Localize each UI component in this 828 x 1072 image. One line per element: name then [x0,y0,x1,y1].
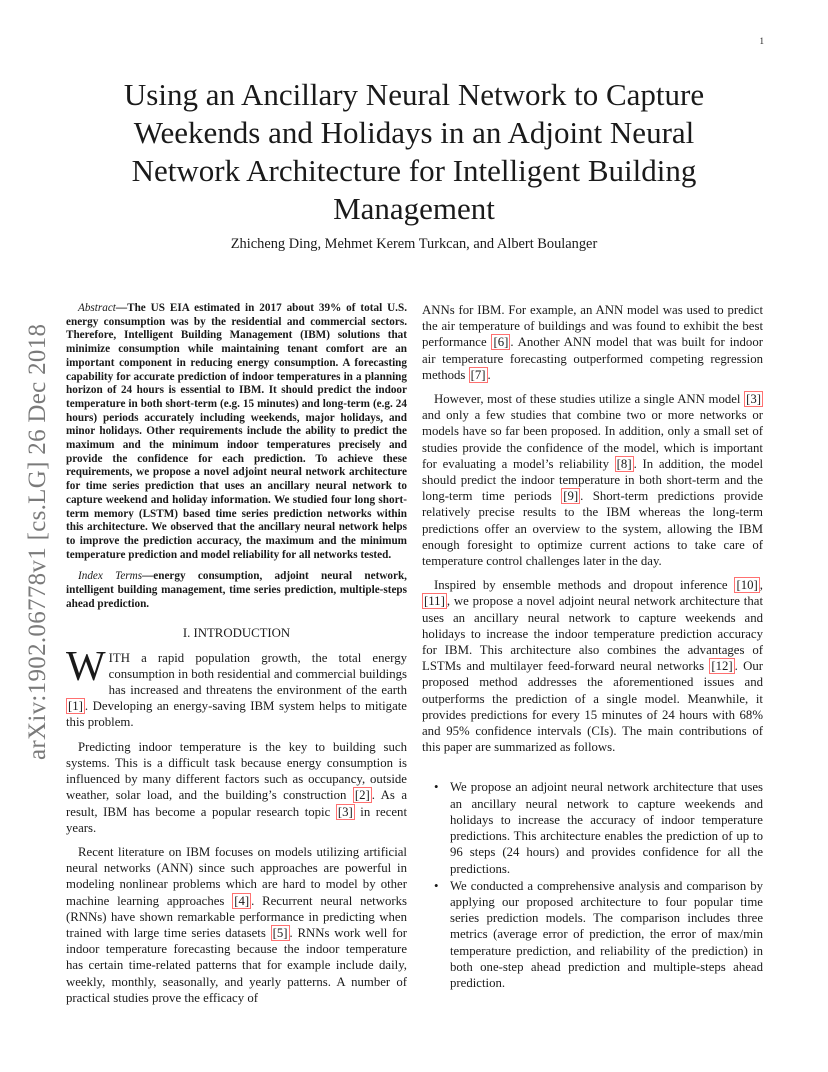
section-heading-introduction [66,625,407,641]
citation-link[interactable]: [9] [563,489,579,504]
paragraph-text: . Our proposed method addresses the aforementioned issues and outperforms the prediction of a single model. Meanwhile, it provides predictions for every 15 minutes of 24 hours with 68% and 95% confidence intervals (CIs). The main contributions of this paper are summarized as follows. [422,659,764,755]
citation-link[interactable]: [6] [493,335,509,350]
list-item: • We conducted a comprehensive analysis and comparison by applying our proposed architecture to four popular time series prediction models. The comparison includes three metrics (average error of prediction, the error of max/min temperature prediction, and reliability of the prediction) in both one-step ahead prediction and multiple-steps ahead prediction. [422,878,763,991]
paragraph-text: , [759,578,763,593]
citation-link[interactable]: [2] [354,788,370,803]
citation-link[interactable]: [5] [272,925,288,940]
paragraph-text: . Recurrent neural networks (RNNs) have shown remarkable performance in predicting when trained with large time series datasets [66,893,407,940]
paragraph-text: , we propose a novel adjoint neural network architecture that uses an ancillary neural network to capture weekends and holidays to increase the indoor temperature prediction accuracy for IBM. This architecture also combines the advantages of LSTMs and multilayer feed-forward neural networks [422,594,763,674]
index-terms-label: Index Terms [78,570,143,583]
abstract-text: —The US EIA estimated in 2017 about 39% of total U.S. energy consumption was by the residential and commercial sectors. Therefore, Intelligent Building Management (IBM) solutions that minimize consumption while maintaining tenant comfort are an important component in reducing energy consumption. A forecasting capability for accurate prediction of indoor temperatures in a planning horizon of 24 hours is essential to IBM. It should predict the indoor temperature in both short-term (e.g. 15 minutes) and long-term (e.g. 24 hours) periods accurately including weekends, major holidays, and minor holidays. Other requirements include the ability to predict the maximum and the minimum indoor temperatures precisely and provide the confidence for each prediction. To achieve these requirements, we propose a novel adjoint neural network architecture for time series prediction that uses an ancillary neural network to capture weekend and holiday information. We studied four long short-term memory (LSTM) based time series prediction networks within this architecture. We observed that the ancillary neural network helps to improve the prediction accuracy, the maximum and the minimum temperature prediction and model reliability for all networks tested. [66,302,407,561]
index-terms-text: —energy consumption, adjoint neural network, intelligent building management, time series prediction, multiple-steps ahead prediction. [66,570,407,610]
paragraph-text: ANNs for IBM. For example, an ANN model was used to predict the air temperature of buildings and was found to exhibit the best performance [422,303,763,350]
section-numeral: I. [182,626,194,641]
paragraph-text: . In addition, the model should predict the indoor temperature in both short-term and the long-term time periods [422,456,764,504]
paper-title: Using an Ancillary Neural Network to Capture Weekends and Holidays in an Adjoint Neural Network Architecture for Intelligent Building Management [123,77,705,226]
paragraph-text: ITH a rapid population growth, the total energy consumption in both residential and commercial buildings has increased and threatens the environment of the earth [108,650,407,698]
citation-link[interactable]: [7] [470,367,486,382]
intro-paragraph-3 [66,844,407,1006]
right-column [422,302,763,992]
citation-link[interactable]: [3] [337,804,353,819]
section-title-first-letter: I [193,626,198,641]
paragraph-text: in recent years. [66,804,408,835]
paragraph-text: Predicting indoor temperature is the key to building such systems. This is a difficult task because energy consumption is influenced by many different factors such as occupancy, outside weather, solar load, and the building’s construction [66,739,407,803]
citation-link[interactable]: [4] [234,893,250,908]
citation-link[interactable]: [10] [736,578,758,593]
section-title-rest: NTRODUCTION [197,626,291,641]
paragraph-text: . RNNs work well for indoor temperature forecasting because the indoor temperature has certain time-related patterns that for example include daily, weekly, monthly, seasonally, and yearly patterns. A number of practical studies prove the efficacy of [66,925,407,1005]
paragraph-text: . [487,367,491,382]
left-column [66,302,407,1014]
paragraph-text: Recent literature on IBM focuses on models utilizing artificial neural networks (ANN) since such approaches are powerful in modeling nonlinear problems which are hard to model by other machine learning approaches [66,844,407,908]
index-terms [66,570,407,611]
paragraph-text: and only a few studies that combine two or more networks or models have so far been proposed. In addition, only a small set of studies provide the confidence of the model, which is important for evaluating a model’s reliability [422,408,763,471]
contributions-list [422,779,763,991]
abstract [66,302,407,562]
intro-paragraph-5 [422,391,763,569]
page-number: 1 [759,36,764,46]
arxiv-identifier-stamp: arXiv:1902.06778v1 [cs.LG] 26 Dec 2018 [24,323,51,760]
citation-link[interactable]: [1] [68,699,83,714]
citation-link[interactable]: [8] [616,456,632,471]
author-list: Zhicheng Ding, Mehmet Kerem Turkcan, and Albert Boulanger [230,236,598,252]
abstract-label: Abstract [78,302,116,314]
intro-paragraph-6 [422,577,763,755]
paragraph-text: Inspired by ensemble methods and dropout inference [434,578,735,593]
intro-paragraph-4 [422,302,763,383]
paragraph-text: . As a result, IBM has become a popular research topic [66,788,407,819]
intro-paragraph-2 [66,739,407,836]
list-item: • We propose an adjoint neural network architecture that uses an ancillary neural network to capture weekends and holidays to increase the accuracy of indoor temperature predictions. This architecture enables the prediction of up to 96 steps (24 hours) and provides confidence for all the predictions. [422,779,763,876]
intro-paragraph-1 [66,643,407,731]
citation-link[interactable]: [3] [746,392,761,407]
paragraph-text: . Short-term predictions provide relatively precise results to the IBM whereas the long-term predictions offer an overview to the system, allowing the IBM enough foresight to optimize current actions to take care of temperature control challenges later in the day. [422,489,763,569]
citation-link[interactable]: [12] [711,659,733,674]
paragraph-text: However, most of these studies utilize a single ANN model [434,392,745,407]
citation-link[interactable]: [11] [424,594,445,609]
drop-cap: W [66,643,106,690]
paragraph-text: . Another ANN model that was built for indoor air temperature forecasting outperformed competing regression methods [422,335,763,382]
paragraph-text: . Developing an energy-saving IBM system helps to mitigate this problem. [66,699,407,730]
